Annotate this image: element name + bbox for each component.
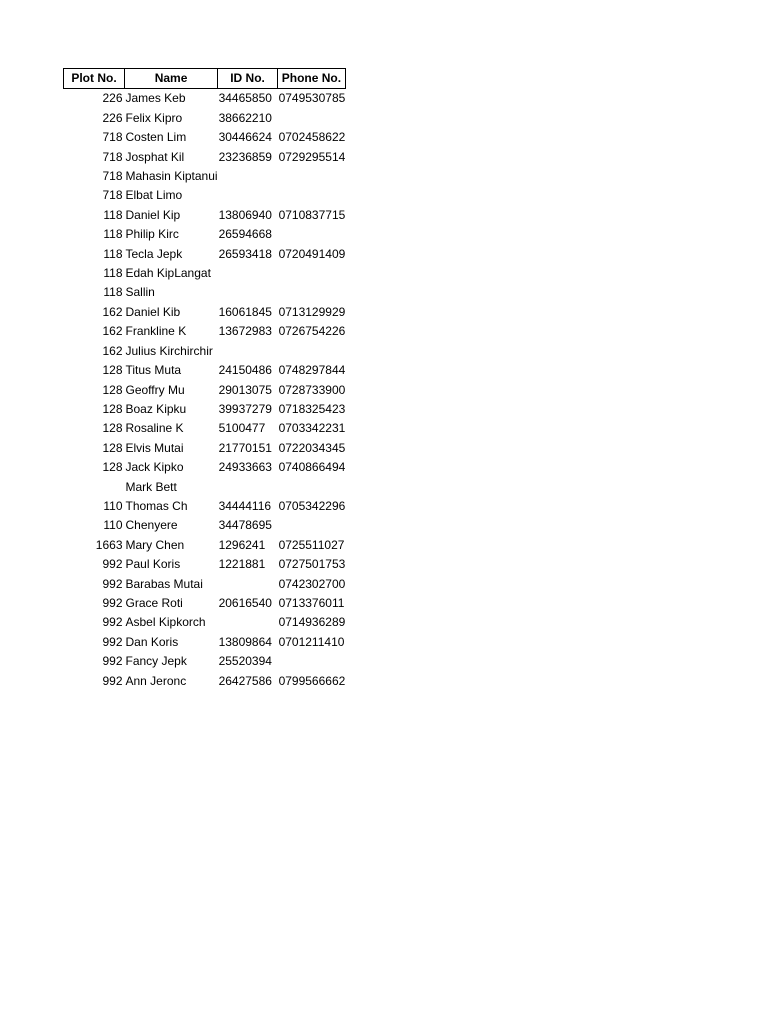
cell-name[interactable]: Elvis Mutai (125, 440, 184, 455)
cell-phone-no[interactable]: 0729295514 (278, 149, 346, 164)
cell-phone-no[interactable]: 0748297844 (278, 363, 346, 378)
cell-phone-no[interactable]: 0710837715 (278, 207, 346, 222)
table-row (64, 458, 346, 477)
cell-phone-no[interactable]: 0742302700 (278, 576, 346, 591)
cell-id-no[interactable] (218, 283, 278, 302)
cell-plot-no[interactable]: 128 (102, 382, 123, 397)
table-row (64, 283, 346, 302)
table-row (64, 536, 346, 555)
table-row (64, 186, 346, 205)
cell-id-no[interactable]: 34444116 (218, 498, 272, 513)
cell-plot-no[interactable]: 118 (103, 207, 123, 222)
cell-phone-no[interactable] (278, 478, 346, 497)
table-row (64, 516, 346, 535)
cell-plot-no[interactable]: 128 (102, 460, 123, 475)
cell-phone-no[interactable]: 0725511027 (278, 537, 345, 552)
cell-plot-no[interactable]: 992 (102, 654, 123, 669)
cell-phone-no[interactable] (278, 109, 346, 128)
table-row (64, 439, 346, 458)
cell-name[interactable]: Philip Kirc (125, 227, 179, 242)
table-row (64, 400, 346, 419)
cell-plot-no[interactable]: 128 (102, 363, 123, 378)
cell-name[interactable]: Titus Muta (125, 363, 182, 378)
cell-id-no[interactable] (218, 478, 278, 497)
cell-name[interactable]: James Keb (125, 91, 186, 106)
cell-id-no[interactable] (218, 342, 278, 361)
cell-plot-no[interactable]: 718 (102, 130, 123, 145)
table-row (64, 167, 346, 186)
cell-plot-no[interactable]: 992 (102, 673, 123, 688)
table-row (64, 322, 346, 341)
cell-plot-no[interactable]: 718 (102, 169, 123, 184)
table-row (64, 381, 346, 400)
cell-name[interactable]: Grace Roti (125, 595, 183, 610)
cell-phone-no[interactable] (278, 225, 346, 244)
cell-phone-no[interactable]: 0722034345 (278, 440, 346, 455)
cell-name[interactable]: Costen Lim (125, 130, 187, 145)
cell-id-no[interactable]: 23236859 (218, 149, 272, 164)
cell-plot-no[interactable]: 992 (102, 634, 123, 649)
table-row (64, 497, 346, 516)
cell-id-no[interactable]: 26593418 (218, 246, 272, 261)
cell-phone-no[interactable] (278, 342, 346, 361)
cell-id-no[interactable]: 13806940 (218, 207, 272, 222)
table-row (64, 89, 346, 109)
table-row (64, 264, 346, 283)
cell-name[interactable]: Boaz Kipku (125, 401, 187, 416)
cell-id-no[interactable] (218, 613, 278, 632)
cell-id-no[interactable]: 16061845 (218, 304, 272, 319)
cell-phone-no[interactable]: 0705342296 (278, 498, 346, 513)
cell-id-no[interactable] (218, 167, 278, 186)
cell-plot-no[interactable] (64, 478, 125, 497)
header-plot-no[interactable]: Plot No. (64, 69, 125, 89)
cell-name[interactable]: Geoffry Mu (125, 382, 185, 397)
cell-id-no[interactable]: 38662210 (218, 110, 272, 125)
plot-owners-table (63, 68, 346, 691)
cell-phone-no[interactable] (278, 516, 346, 535)
table-row (64, 109, 346, 128)
table-row (64, 206, 346, 225)
table-row (64, 613, 346, 632)
table-row (64, 245, 346, 264)
cell-name[interactable]: Paul Koris (125, 557, 181, 572)
header-row (64, 69, 346, 89)
table-row (64, 148, 346, 167)
cell-plot-no[interactable]: 992 (102, 557, 123, 572)
table-row (64, 342, 346, 361)
cell-plot-no[interactable]: 162 (102, 304, 123, 319)
cell-name[interactable]: Daniel Kib (125, 304, 181, 319)
cell-plot-no[interactable]: 118 (103, 227, 123, 242)
header-id-no[interactable]: ID No. (218, 69, 278, 89)
cell-phone-no[interactable]: 0726754226 (278, 324, 346, 339)
cell-id-no[interactable]: 21770151 (218, 440, 272, 455)
cell-id-no[interactable]: 1221881 (218, 557, 266, 572)
cell-id-no[interactable]: 30446624 (218, 130, 272, 145)
cell-name[interactable]: Thomas Ch (125, 498, 188, 513)
cell-name[interactable]: Frankline K (125, 324, 187, 339)
table-row (64, 361, 346, 380)
cell-plot-no[interactable]: 118 (103, 266, 123, 281)
cell-id-no[interactable]: 13672983 (218, 324, 272, 339)
cell-id-no[interactable]: 26427586 (218, 673, 272, 688)
cell-phone-no[interactable]: 0749530785 (278, 91, 346, 106)
cell-plot-no[interactable]: 992 (102, 576, 123, 591)
table-row (64, 594, 346, 613)
cell-phone-no[interactable]: 0713129929 (278, 304, 346, 319)
table-row (64, 652, 346, 671)
header-phone-no[interactable]: Phone No. (278, 69, 346, 89)
cell-id-no[interactable]: 26594668 (218, 227, 272, 242)
cell-plot-no[interactable]: 162 (102, 343, 123, 358)
cell-name[interactable]: Mary Chen (125, 537, 185, 552)
cell-plot-no[interactable]: 992 (102, 595, 123, 610)
cell-phone-no[interactable]: 0718325423 (278, 401, 346, 416)
cell-id-no[interactable]: 24933663 (218, 460, 272, 475)
cell-name[interactable]: Dan Koris (125, 634, 179, 649)
cell-name[interactable]: Ann Jeronc (125, 673, 187, 688)
cell-phone-no[interactable]: 0727501753 (278, 557, 346, 572)
cell-plot-no[interactable]: 1663 (95, 537, 123, 552)
table-row (64, 555, 346, 574)
cell-name[interactable]: Jack Kipko (125, 460, 184, 475)
cell-id-no[interactable]: 34478695 (218, 518, 272, 533)
spreadsheet (63, 68, 346, 691)
cell-phone-no[interactable]: 0702458622 (278, 130, 346, 145)
cell-plot-no[interactable]: 226 (102, 91, 123, 106)
table-row (64, 303, 346, 322)
cell-id-no[interactable]: 24150486 (218, 363, 272, 378)
cell-phone-no[interactable]: 0799566662 (278, 673, 346, 688)
cell-phone-no[interactable] (278, 264, 346, 283)
cell-phone-no[interactable]: 0740866494 (278, 460, 346, 475)
cell-phone-no[interactable]: 0728733900 (278, 382, 346, 397)
cell-name[interactable]: Asbel Kipkorch (125, 615, 206, 630)
cell-name[interactable]: Sallin (125, 285, 155, 300)
cell-name[interactable]: Fancy Jepk (125, 654, 187, 669)
cell-name[interactable]: Julius Kirchirchir (125, 343, 213, 358)
cell-id-no[interactable]: 29013075 (218, 382, 272, 397)
table-row (64, 575, 346, 594)
cell-id-no[interactable]: 20616540 (218, 595, 272, 610)
cell-id-no[interactable]: 34465850 (218, 91, 272, 106)
cell-plot-no[interactable]: 128 (102, 440, 123, 455)
cell-phone-no[interactable]: 0720491409 (278, 246, 346, 261)
cell-phone-no[interactable] (278, 186, 346, 205)
cell-id-no[interactable]: 1296241 (218, 537, 266, 552)
cell-plot-no[interactable]: 118 (103, 285, 123, 300)
cell-plot-no[interactable]: 118 (103, 246, 123, 261)
cell-name[interactable]: Barabas Mutai (125, 576, 203, 591)
table-row (64, 419, 346, 438)
cell-name[interactable]: Josphat Kil (125, 149, 185, 164)
table-row (64, 478, 346, 497)
cell-id-no[interactable]: 13809864 (218, 634, 272, 649)
cell-phone-no[interactable] (278, 652, 346, 671)
cell-name[interactable]: Felix Kipro (125, 110, 183, 125)
table-row (64, 128, 346, 147)
cell-plot-no[interactable]: 718 (102, 188, 123, 203)
cell-plot-no[interactable]: 226 (102, 110, 123, 125)
cell-plot-no[interactable]: 110 (103, 518, 123, 533)
cell-name[interactable]: Mark Bett (125, 479, 177, 494)
cell-phone-no[interactable]: 0714936289 (278, 615, 346, 630)
cell-plot-no[interactable]: 128 (102, 401, 123, 416)
table-body (64, 89, 346, 691)
cell-id-no[interactable] (218, 264, 278, 283)
cell-id-no[interactable] (218, 186, 278, 205)
cell-plot-no[interactable]: 992 (102, 615, 123, 630)
table-row (64, 672, 346, 691)
cell-plot-no[interactable]: 718 (102, 149, 123, 164)
cell-id-no[interactable]: 5100477 (218, 421, 266, 436)
cell-id-no[interactable]: 39937279 (218, 401, 272, 416)
cell-plot-no[interactable]: 128 (102, 421, 123, 436)
cell-name[interactable]: Edah KipLangat (125, 266, 211, 281)
cell-id-no[interactable] (218, 575, 278, 594)
cell-phone-no[interactable]: 0703342231 (278, 421, 346, 436)
cell-phone-no[interactable] (278, 283, 346, 302)
cell-phone-no[interactable]: 0713376011 (278, 595, 345, 610)
table-row (64, 633, 346, 652)
cell-name[interactable]: Chenyere (125, 518, 178, 533)
cell-plot-no[interactable]: 110 (103, 498, 123, 513)
cell-name[interactable]: Tecla Jepk (125, 246, 183, 261)
header-name[interactable]: Name (125, 69, 218, 89)
cell-name[interactable]: Rosaline K (125, 421, 184, 436)
cell-name[interactable]: Mahasin Kiptanui (125, 169, 218, 184)
cell-phone-no[interactable]: 0701211410 (278, 634, 345, 649)
cell-id-no[interactable]: 25520394 (218, 654, 272, 669)
table-row (64, 225, 346, 244)
cell-name[interactable]: Elbat Limo (125, 188, 183, 203)
cell-plot-no[interactable]: 162 (102, 324, 123, 339)
cell-phone-no[interactable] (278, 167, 346, 186)
cell-name[interactable]: Daniel Kip (125, 207, 181, 222)
